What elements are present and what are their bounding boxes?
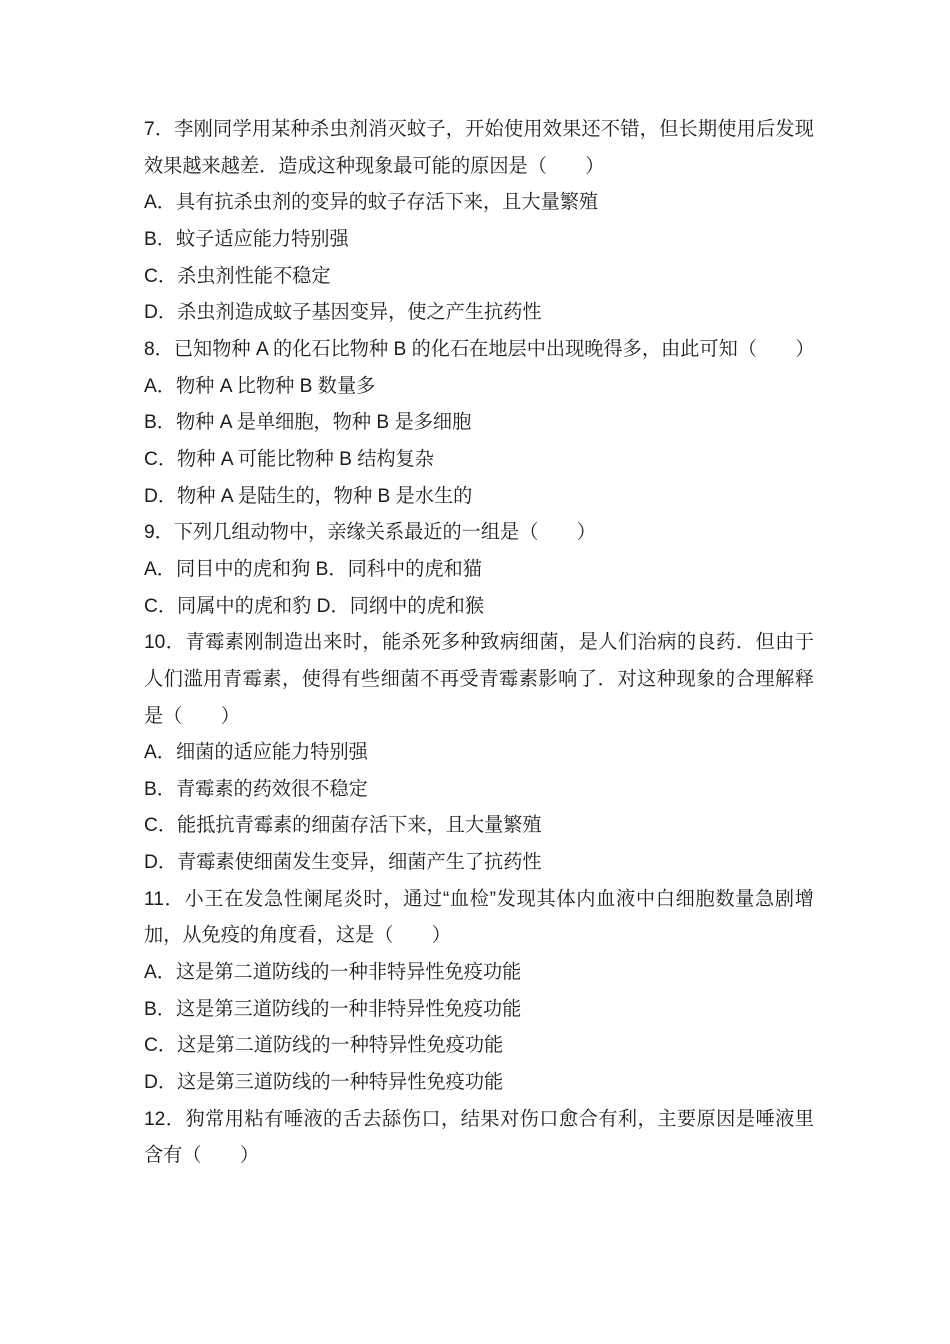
question-11-stem: 11．小王在发急性阑尾炎时，通过“血检”发现其体内血液中白细胞数量急剧增加，从免疫的角度看，这是（ ） <box>144 888 814 947</box>
question-10 <box>144 625 814 882</box>
question-9 <box>144 515 814 625</box>
question-11-option-c: C．这是第二道防线的一种特异性免疫功能 <box>144 1035 504 1057</box>
question-10-option-d: D．青霉素使细菌发生变异，细菌产生了抗药性 <box>144 852 542 874</box>
question-10-option-a: A．细菌的适应能力特别强 <box>144 742 368 764</box>
question-10-stem: 10．青霉素刚制造出来时，能杀死多种致病细菌，是人们治病的良药．但由于人们滥用青霉素，使得有些细菌不再受青霉素影响了．对这种现象的合理解释是（ ） <box>144 632 814 727</box>
question-10-option-b: B．青霉素的药效很不稳定 <box>144 778 368 800</box>
question-7 <box>144 112 814 332</box>
question-11 <box>144 882 814 1102</box>
question-11-option-a: A．这是第二道防线的一种非特异性免疫功能 <box>144 962 522 984</box>
question-9-options-ab: A．同目中的虎和狗 B．同科中的虎和猫 <box>144 558 482 580</box>
question-7-option-c: C．杀虫剂性能不稳定 <box>144 265 331 287</box>
question-7-stem: 7．李刚同学用某种杀虫剂消灭蚊子，开始使用效果还不错，但长期使用后发现效果越来越差．造成这种现象最可能的原因是（ ） <box>144 119 814 177</box>
question-8 <box>144 332 814 515</box>
question-7-option-b: B．蚊子适应能力特别强 <box>144 228 349 250</box>
question-8-stem: 8．已知物种 A 的化石比物种 B 的化石在地层中出现晚得多，由此可知（ ） <box>144 338 815 360</box>
question-11-option-d: D．这是第三道防线的一种特异性免疫功能 <box>144 1072 504 1094</box>
question-12-stem: 12．狗常用粘有唾液的舌去舔伤口，结果对伤口愈合有利，主要原因是唾液里含有（ ） <box>144 1108 814 1167</box>
question-8-option-d: D．物种 A 是陆生的，物种 B 是水生的 <box>144 485 473 507</box>
question-9-stem: 9．下列几组动物中，亲缘关系最近的一组是（ ） <box>144 522 596 544</box>
question-8-option-b: B．物种 A 是单细胞，物种 B 是多细胞 <box>144 412 472 434</box>
question-9-options-cd: C．同属中的虎和豹 D．同纲中的虎和猴 <box>144 595 485 617</box>
question-10-option-c: C．能抵抗青霉素的细菌存活下来，且大量繁殖 <box>144 815 542 837</box>
question-11-option-b: B．这是第三道防线的一种非特异性免疫功能 <box>144 998 522 1020</box>
question-8-option-a: A．物种 A 比物种 B 数量多 <box>144 375 376 397</box>
question-12 <box>144 1102 814 1175</box>
question-8-option-c: C．物种 A 可能比物种 B 结构复杂 <box>144 448 434 470</box>
question-7-option-a: A．具有抗杀虫剂的变异的蚊子存活下来，且大量繁殖 <box>144 192 599 214</box>
question-7-option-d: D．杀虫剂造成蚊子基因变异，使之产生抗药性 <box>144 302 542 324</box>
